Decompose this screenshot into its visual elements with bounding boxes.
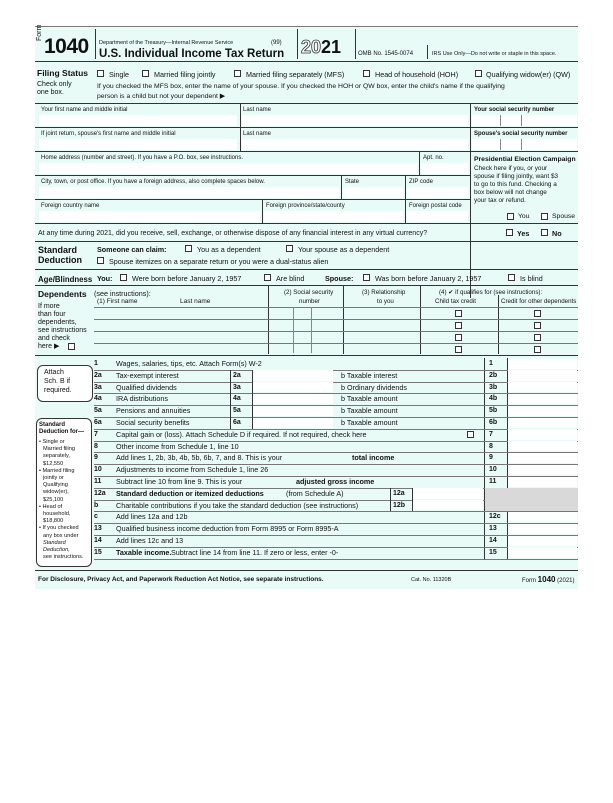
blind-spouse-checkbox[interactable] (508, 274, 515, 281)
amount-input-7[interactable] (508, 429, 577, 439)
department-label: Department of the Treasury—Internal Revenue Service (99, 40, 234, 46)
amount-input-11[interactable] (508, 477, 577, 487)
box-label-7: 7 (489, 430, 493, 438)
line-number-12a: 12a (94, 489, 106, 497)
line-number-14: 14 (94, 537, 102, 544)
footer-form-word: Form (522, 578, 536, 584)
mid-label-b: 12b (393, 501, 406, 509)
line-number-b: b (94, 501, 99, 509)
address-input[interactable] (39, 163, 417, 174)
dep-col4c: Credit for other dependents (501, 298, 577, 305)
line-text-7: Capital gain or (loss). Attach Schedule D if required. If not required, check here (116, 429, 367, 439)
std-box-title-2: Deduction for— (39, 429, 84, 435)
filing-mfs-checkbox[interactable] (234, 70, 241, 77)
mid-input-5a[interactable] (252, 406, 333, 416)
std-box-item: separately, (43, 453, 70, 460)
filing-note-1: If you checked the MFS box, enter the name of your spouse. If you checked the HOH or QW box, enter the child's name if the qualifying (97, 83, 505, 90)
footer-form-year: (2021) (557, 578, 575, 584)
mid-label-12a: 12a (393, 489, 405, 497)
line-number-9: 9 (94, 454, 98, 462)
mid-sep2-12a (412, 488, 413, 500)
city-input[interactable] (39, 187, 339, 198)
box-label-8: 8 (489, 442, 493, 450)
apt-label: Apt. no. (423, 155, 444, 161)
dependents-see: (see instructions): (94, 289, 151, 298)
dependents-side-3: dependents, (38, 319, 77, 326)
form-title: U.S. Individual Income Tax Return (99, 48, 285, 60)
line-text-1: Wages, salaries, tips, etc. Attach Form(s) W-2 (116, 359, 262, 368)
line-sep-15 (94, 559, 578, 560)
filing-hoh-label: Head of household (HOH) (375, 70, 459, 79)
age-spouse-label: Spouse: (325, 274, 354, 283)
dep3-odc-checkbox[interactable] (534, 334, 541, 341)
box-label-1: 1 (489, 360, 493, 367)
state-input[interactable] (343, 187, 403, 198)
mid-sep2-5a (252, 405, 253, 417)
born-before-you-label: Were born before January 2, 1957 (132, 274, 242, 283)
mid-sep2-4a (252, 393, 253, 405)
amount-input-9[interactable] (508, 453, 577, 463)
attach-line-3: required. (44, 387, 72, 394)
attach-line-1: Attach (44, 369, 64, 376)
line-bold-9: total income (352, 453, 395, 463)
country-label: Foreign country name (41, 203, 100, 209)
footer-notice: For Disclosure, Privacy Act, and Paperwork Reduction Act Notice, see separate instructions. (38, 576, 324, 583)
std-box-item: Deduction, (43, 547, 70, 553)
box-label-11: 11 (489, 478, 497, 485)
std-box-item: Qualifying (43, 482, 68, 489)
country-input[interactable] (39, 211, 260, 222)
omb-number: OMB No. 1545-0074 (358, 51, 414, 57)
mid-sep-12a (390, 488, 391, 500)
spouse-itemizes-checkbox[interactable] (97, 257, 104, 264)
line-number-6a: 6a (94, 419, 102, 426)
mid-sep2-3a (252, 382, 253, 394)
age-you-label: You: (97, 274, 113, 283)
std-box-item: $12,550 (43, 460, 64, 467)
shaded-box-b (485, 500, 578, 512)
mid-sep-3a (230, 382, 231, 394)
filing-single-checkbox[interactable] (97, 70, 104, 77)
std-box-item: Married filing (43, 446, 76, 453)
std-box-title-1: Standard (39, 422, 66, 428)
born-before-you-checkbox[interactable] (120, 274, 127, 281)
std-deduction-heading-1: Standard (38, 245, 78, 255)
dep4-odc-checkbox[interactable] (534, 346, 541, 353)
filing-hoh-checkbox[interactable] (363, 70, 370, 77)
virtual-currency-yes: Yes (517, 229, 530, 238)
box-label-14: 14 (489, 537, 497, 544)
line-text-13: Qualified business income deduction from Form 8995 or Form 8995-A (116, 524, 339, 534)
election-spouse-label: Spouse (552, 213, 576, 220)
line-extra-15: Subtract line 14 from line 11. If zero or less, enter -0- (171, 547, 339, 557)
line-rtext-4a: b Taxable amount (341, 394, 398, 404)
mid-sep-6a (230, 417, 231, 429)
shaded-box-12a (485, 488, 578, 500)
filing-status-sub-2: one box. (37, 89, 64, 96)
box-label-15: 15 (489, 548, 497, 556)
last-name-label: Last name (243, 107, 272, 113)
line-extra-12a: (from Schedule A) (286, 488, 344, 498)
mid-sep2-6a (252, 417, 253, 429)
amount-input-5a[interactable] (508, 406, 577, 416)
election-spouse-checkbox[interactable] (541, 213, 548, 220)
footer-form-number: 1040 (537, 575, 556, 584)
ssn-input[interactable] (472, 115, 577, 126)
line-text-2a: Tax-exempt interest (116, 370, 179, 380)
line-rtext-5a: b Taxable amount (341, 406, 398, 416)
irs-use-only: IRS Use Only—Do not write or staple in this space. (432, 51, 557, 57)
dep-col4b: Child tax credit (435, 298, 476, 305)
filing-single-label: Single (109, 70, 129, 79)
filing-status-heading: Filing Status (37, 68, 88, 78)
amount-input-8[interactable] (508, 441, 577, 451)
mid-input-12a[interactable] (412, 488, 483, 498)
election-text-4: box below will not change (474, 189, 547, 196)
amount-input-15[interactable] (508, 547, 577, 557)
form-number: 1040 (44, 35, 89, 58)
virtual-currency-question: At any time during 2021, did you receive, sell, exchange, or otherwise dispose of any financial interest in any virtual currency? (38, 230, 428, 237)
form-1040-page (35, 26, 578, 589)
filing-status-sub-1: Check only (37, 81, 72, 88)
spouse-first-label: If joint return, spouse's first name and middle initial (41, 131, 176, 137)
box-label-2a: 2b (489, 371, 498, 379)
tax-year (301, 37, 341, 58)
blind-you-label: Are blind (276, 274, 305, 283)
line-rtext-2a: b Taxable interest (341, 370, 398, 380)
election-text-2: spouse if filing jointly, want $3 (474, 173, 559, 180)
line-number-col (484, 358, 485, 559)
mid-input-4a[interactable] (252, 394, 333, 404)
line-rtext-6a: b Taxable amount (341, 418, 398, 427)
line-text-11: Subtract line 10 from line 9. This is your (116, 477, 243, 486)
last-name-input[interactable] (242, 115, 468, 126)
born-before-spouse-checkbox[interactable] (363, 274, 370, 281)
election-text-3: to go to this fund. Checking a (474, 181, 557, 188)
dependents-side-1: If more (38, 303, 60, 310)
line-text-b: Charitable contributions if you take the standard deduction (see instructions) (116, 500, 359, 510)
filing-mfj-checkbox[interactable] (142, 70, 149, 77)
box-label-4a: 4b (489, 395, 498, 403)
line-number-7: 7 (94, 430, 98, 438)
mid-label-6a: 6a (233, 419, 241, 426)
state-label: State (345, 179, 360, 185)
form-code: (99) (271, 40, 282, 46)
line-text-10: Adjustments to income from Schedule 1, line 26 (116, 465, 269, 475)
amount-input-3a[interactable] (508, 382, 577, 392)
amount-input-6a[interactable] (508, 418, 577, 428)
city-label: City, town, or post office. If you have a foreign address, also complete spaces below. (41, 179, 265, 185)
mid-sep2-b (412, 500, 413, 512)
line-text-14: Add lines 12c and 13 (116, 536, 184, 545)
mid-sep2-2a (252, 370, 253, 382)
dependents-heading: Dependents (38, 289, 87, 299)
mid-sep-5a (230, 405, 231, 417)
filing-note-2: person is a child but not your dependent ▶ (97, 93, 226, 100)
std-box-item: • If you checked (39, 525, 79, 532)
filing-qw-label: Qualifying widow(er) (QW) (486, 70, 571, 79)
dependents-side-4: see instructions (38, 327, 87, 334)
province-input[interactable] (264, 211, 403, 222)
dep2-ctc-checkbox[interactable] (455, 322, 462, 329)
std-box-item: widow(er), (43, 489, 69, 496)
more-dependents-checkbox[interactable] (68, 343, 75, 350)
std-box-item: • Head of (39, 503, 63, 510)
virtual-currency-no-checkbox[interactable] (541, 229, 548, 236)
line-number-15: 15 (94, 548, 102, 556)
mid-input-6a[interactable] (252, 418, 333, 428)
mid-sep-4a (230, 393, 231, 405)
box-label-c: 12c (489, 513, 501, 521)
claim-you-label: You as a dependent (197, 245, 261, 254)
amount-input-10[interactable] (508, 465, 577, 475)
claim-spouse-label: Your spouse as a dependent (298, 245, 390, 254)
address-label: Home address (number and street). If you have a P.O. box, see instructions. (41, 155, 243, 161)
line-number-2a: 2a (94, 371, 102, 379)
line-bold-11: adjusted gross income (296, 477, 375, 486)
box-label-6a: 6b (489, 419, 498, 426)
mid-label-2a: 2a (233, 371, 241, 379)
std-box-item: Standard (43, 539, 66, 546)
mid-input-2a[interactable] (252, 370, 333, 380)
election-you-label: You (518, 213, 530, 220)
claim-you-checkbox[interactable] (185, 245, 192, 252)
capital-gain-checkbox[interactable] (467, 431, 474, 438)
filing-mfs-label: Married filing separately (MFS) (246, 70, 345, 79)
dep-col1-first: (1) First name (97, 298, 138, 305)
std-box-item: any box under (43, 532, 79, 539)
postal-input[interactable] (407, 211, 468, 222)
born-before-spouse-label: Was born before January 2, 1957 (375, 274, 482, 283)
mid-label-4a: 4a (233, 395, 241, 403)
line-number-c: c (94, 513, 98, 521)
amount-input-2a[interactable] (508, 370, 577, 380)
attach-line-2: Sch. B if (44, 378, 71, 385)
line-text-c: Add lines 12a and 12b (116, 512, 188, 522)
form-word: Form (36, 24, 43, 41)
amount-input-4a[interactable] (508, 394, 577, 404)
footer-form (522, 575, 574, 584)
line-text-3a: Qualified dividends (116, 382, 177, 392)
dep-col3a: (3) Relationship (362, 289, 406, 296)
line-text-5a: Pensions and annuities (116, 406, 191, 416)
footer-cat: Cat. No. 11320B (411, 577, 452, 583)
election-text-1: Check here if you, or your (474, 165, 548, 172)
std-deduction-box (36, 418, 92, 567)
std-box-item: $18,800 (43, 518, 64, 525)
dependents-side-6: here ▶ (38, 343, 60, 350)
amount-input-1[interactable] (508, 359, 577, 369)
line-text-6a: Social security benefits (116, 418, 190, 427)
spouse-first-input[interactable] (39, 139, 237, 150)
someone-can-claim: Someone can claim: (97, 245, 167, 254)
box-label-13: 13 (489, 525, 497, 533)
blind-spouse-label: Is blind (520, 274, 543, 283)
blind-you-checkbox[interactable] (264, 274, 271, 281)
spouse-last-input[interactable] (242, 139, 468, 150)
first-name-input[interactable] (39, 115, 237, 126)
filing-mfj-label: Married filing jointly (154, 70, 216, 79)
mid-input-3a[interactable] (252, 382, 333, 392)
line-rtext-3a: b Ordinary dividends (341, 382, 407, 392)
std-box-item: jointly or (43, 475, 64, 481)
tax-year-suffix: 21 (321, 37, 342, 57)
spouse-last-label: Last name (243, 131, 272, 137)
election-text-5: your tax or refund. (474, 197, 526, 204)
mid-input-b[interactable] (412, 500, 483, 510)
election-you-checkbox[interactable] (507, 213, 514, 220)
mid-label-3a: 3a (233, 383, 241, 391)
line-text-9: Add lines 1, 2b, 3b, 4b, 5b, 6b, 7, and 8. This is your (116, 453, 283, 463)
postal-label: Foreign postal code (409, 203, 462, 209)
line-text-12a: Standard deduction or itemized deductions (116, 488, 264, 498)
line-number-10: 10 (94, 466, 102, 474)
box-label-9: 9 (489, 454, 493, 462)
spouse-itemizes-label: Spouse itemizes on a separate return or you were a dual-status alien (109, 257, 329, 266)
line-number-4a: 4a (94, 395, 102, 403)
box-label-3a: 3b (489, 383, 498, 391)
line-number-11: 11 (94, 478, 102, 485)
tax-year-prefix: 20 (301, 37, 322, 57)
filing-qw-checkbox[interactable] (475, 70, 482, 77)
attach-sch-b-box (37, 365, 93, 402)
line-number-13: 13 (94, 525, 102, 533)
election-title: Presidential Election Campaign (474, 156, 576, 163)
mid-sep-b (390, 500, 391, 512)
dep-col4a: (4) ✔ if qualifies for (see instructions): (439, 289, 543, 296)
dep1-ctc-checkbox[interactable] (455, 310, 462, 317)
box-label-5a: 5b (489, 407, 498, 415)
zip-input[interactable] (407, 187, 468, 198)
spouse-ssn-input[interactable] (472, 139, 577, 150)
line-number-5a: 5a (94, 407, 102, 415)
std-box-item: • Married filing (39, 467, 75, 474)
dep-col1-last: Last name (180, 298, 211, 305)
dep-col2a: (2) Social security (284, 289, 334, 296)
province-label: Foreign province/state/county (266, 203, 345, 209)
claim-spouse-checkbox[interactable] (286, 245, 293, 252)
first-name-label: Your first name and middle initial (41, 107, 128, 113)
apt-input[interactable] (421, 163, 468, 174)
dep-col2b: number (299, 298, 320, 305)
line-number-3a: 3a (94, 383, 102, 391)
std-deduction-heading-2: Deduction (38, 255, 82, 265)
std-box-item: $25,100 (43, 496, 64, 503)
mid-label-5a: 5a (233, 407, 241, 415)
dep3-ctc-checkbox[interactable] (455, 334, 462, 341)
line-number-8: 8 (94, 442, 98, 450)
box-label-10: 10 (489, 466, 497, 474)
dep2-odc-checkbox[interactable] (534, 322, 541, 329)
spouse-ssn-label: Spouse's social security number (474, 131, 568, 137)
zip-label: ZIP code (409, 179, 433, 185)
virtual-currency-no: No (552, 229, 562, 238)
dep-col3b: to you (377, 298, 394, 305)
amount-input-13[interactable] (508, 524, 577, 534)
virtual-currency-yes-checkbox[interactable] (506, 229, 513, 236)
line-text-8: Other income from Schedule 1, line 10 (116, 441, 239, 451)
mid-sep-2a (230, 370, 231, 382)
line-number-1: 1 (94, 360, 98, 367)
line-text-15: Taxable income. (116, 547, 172, 557)
dependents-side-5: and check (38, 335, 70, 342)
age-blindness-heading: Age/Blindness (38, 275, 93, 284)
amount-input-c[interactable] (508, 512, 577, 522)
dep1-odc-checkbox[interactable] (534, 310, 541, 317)
std-box-item: • Single or (39, 439, 65, 445)
amount-input-14[interactable] (508, 536, 577, 546)
dependents-side-2: than four (38, 311, 66, 318)
ssn-label: Your social security number (474, 107, 555, 113)
dep4-ctc-checkbox[interactable] (455, 346, 462, 353)
std-box-item: household, (43, 511, 71, 517)
std-box-item: see instructions. (43, 554, 84, 561)
line-text-4a: IRA distributions (116, 394, 168, 404)
